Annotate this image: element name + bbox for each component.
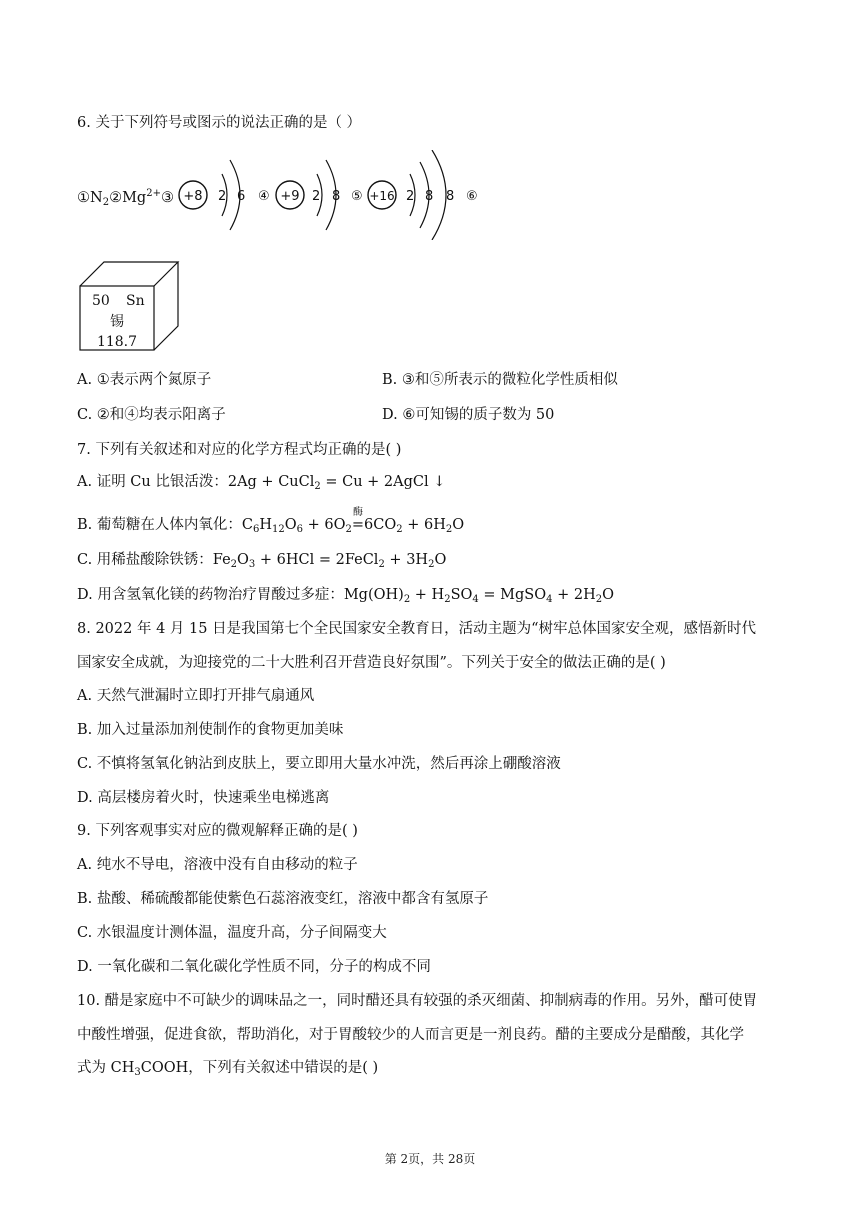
element-mass: 118.7 bbox=[96, 334, 138, 350]
atom5-nucleus: +16 bbox=[369, 189, 395, 203]
q7-stem: 7. 下列有关叙述和对应的化学方程式均正确的是( ) bbox=[77, 442, 402, 458]
q9-option-d: D. 一氧化碳和二氧化碳化学性质不同，分子的构成不同 bbox=[77, 959, 431, 975]
atom4-shell2: 8 bbox=[332, 189, 341, 204]
q6-option-d: D. ⑥可知锡的质子数为 50 bbox=[382, 407, 555, 423]
q8-option-b: B. 加入过量添加剂使制作的食物更加美味 bbox=[77, 722, 344, 738]
q9-option-c: C. 水银温度计测体温，温度升高，分子间隔变大 bbox=[77, 925, 387, 941]
q8-option-c: C. 不慎将氢氧化钠沾到皮肤上，要立即用大量水冲洗，然后再涂上硼酸溶液 bbox=[77, 756, 561, 772]
atom5-shell3: 8 bbox=[446, 189, 455, 204]
q9-stem: 9. 下列客观事实对应的微观解释正确的是( ) bbox=[77, 823, 358, 839]
element-symbol: Sn bbox=[126, 293, 145, 309]
q9-option-b: B. 盐酸、稀硫酸都能使紫色石蕊溶液变红，溶液中都含有氢原子 bbox=[77, 891, 489, 907]
q8-option-d: D. 高层楼房着火时，快速乘坐电梯逃离 bbox=[77, 790, 330, 806]
q7-option-b: B. 葡萄糖在人体内氧化：$C_6H_{12}O_6 + 6O_2=$ 酶 $6CO_2 + 6H_2O$ bbox=[77, 515, 464, 540]
atom3-shell1: 2 bbox=[218, 189, 227, 204]
circled-6: ⑥ bbox=[466, 189, 478, 204]
q7-option-d: D. 用含氢氧化镁的药物治疗胃酸过多症：$Mg(OH)_2 + H_2SO_4$ = MgSO$_4$ + $2H_2O$ bbox=[77, 587, 614, 605]
tin-element-cube bbox=[78, 258, 183, 354]
element-number: 50 bbox=[92, 293, 110, 309]
element-name: 锡 bbox=[110, 314, 124, 330]
q8-option-a: A. 天然气泄漏时立即打开排气扇通风 bbox=[77, 688, 315, 704]
q10-stem-line3: 式为 $CH_3COOH$，下列有关叙述中错误的是( ) bbox=[77, 1060, 379, 1078]
q6-option-b: B. ③和⑤所表示的微粒化学性质相似 bbox=[382, 372, 618, 388]
atom-structure-diagrams bbox=[170, 150, 500, 240]
circled-4: ④ bbox=[258, 189, 270, 204]
circled-2: ② bbox=[109, 190, 123, 206]
atom3-shell2: 6 bbox=[237, 189, 246, 204]
atom5-shell2: 8 bbox=[425, 189, 434, 204]
q6-option-c: C. ②和④均表示阳离子 bbox=[77, 407, 226, 423]
circled-5: ⑤ bbox=[351, 189, 363, 204]
atom4-shell1: 2 bbox=[312, 189, 321, 204]
mg-ion: $Mg^{2+}$ bbox=[122, 188, 161, 206]
q7-option-c: C. 用稀盐酸除铁锈：$Fe_2O_3 + 6HCl$ = 2FeCl$_2$ + $3H_2O$ bbox=[77, 552, 447, 570]
q6-stem: 6. 关于下列符号或图示的说法正确的是（ ） bbox=[77, 115, 362, 131]
q10-stem-line1: 10. 醋是家庭中不可缺少的调味品之一，同时醋还具有较强的杀灭细菌、抑制病毒的作用。另外，醋可使胃 bbox=[77, 993, 758, 1009]
q8-stem-line2: 国家安全成就，为迎接党的二十大胜利召开营造良好氛围”。下列关于安全的做法正确的是( ) bbox=[77, 655, 666, 671]
enzyme-label: 酶 bbox=[352, 507, 363, 518]
n2-formula: $N_2$ bbox=[90, 190, 110, 208]
q6-option-a: A. ①表示两个氮原子 bbox=[77, 372, 212, 388]
circled-3: ③ bbox=[160, 190, 174, 206]
atom4-nucleus: +9 bbox=[280, 189, 300, 204]
circled-1: ① bbox=[77, 190, 90, 206]
q9-option-a: A. 纯水不导电，溶液中没有自由移动的粒子 bbox=[77, 857, 358, 873]
q7-option-a: A. 证明 Cu 比银活泼：2Ag + CuCl$_2$ = Cu + 2AgCl ↓ bbox=[77, 474, 446, 492]
atom5-shell1: 2 bbox=[406, 189, 415, 204]
q10-stem-line2: 中酸性增强，促进食欲，帮助消化，对于胃酸较少的人而言更是一剂良药。醋的主要成分是醋酸，其化学 bbox=[77, 1027, 744, 1043]
atom3-nucleus: +8 bbox=[183, 189, 203, 204]
q6-symbol-row bbox=[77, 184, 174, 213]
q8-stem-line1: 8. 2022 年 4 月 15 日是我国第七个全民国家安全教育日，活动主题为“树牢总体国家安全观，感悟新时代 bbox=[77, 621, 756, 637]
page-footer: 第 2页，共 28页 bbox=[384, 1152, 476, 1166]
